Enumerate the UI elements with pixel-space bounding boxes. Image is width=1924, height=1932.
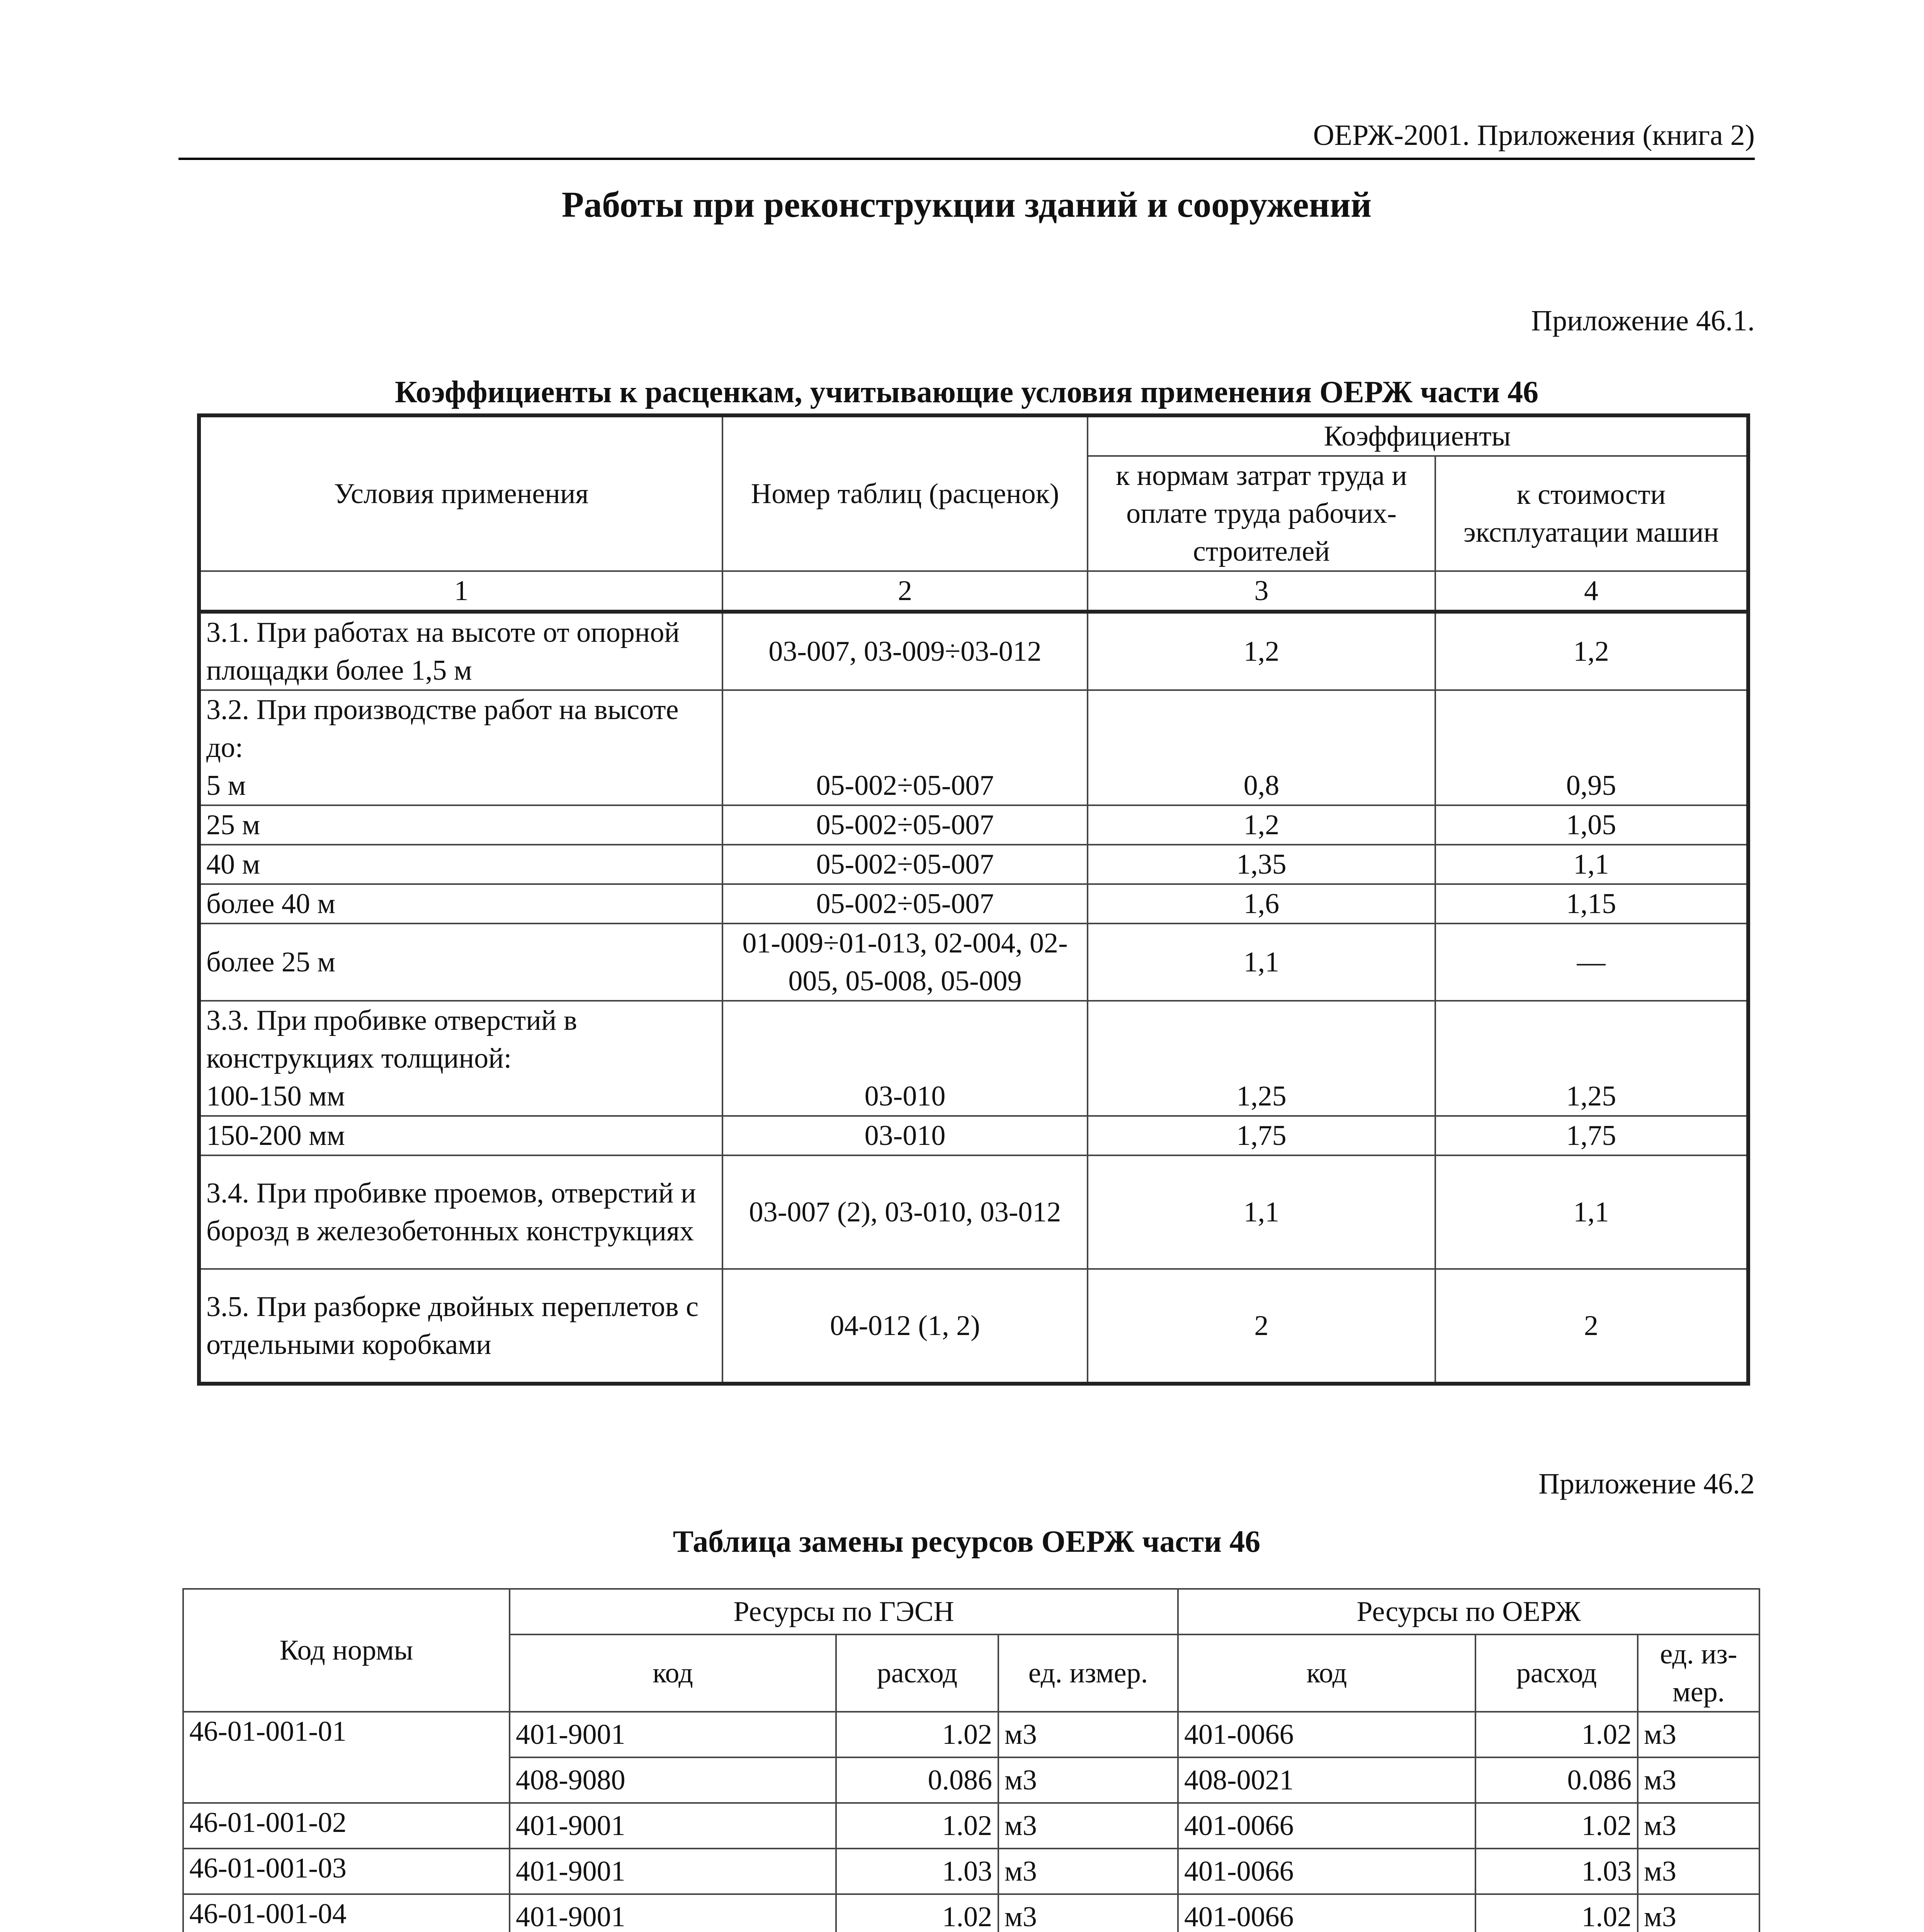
coefficient-row [199,1116,1748,1155]
resource-replacement-table [182,1588,1760,1932]
gesn-code-cell: 401-9001 [510,1712,836,1757]
column-number: 1 [199,571,722,612]
column-number: 2 [722,571,1088,612]
page-title: Работы при реконструкции зданий и сооружений [561,185,1372,225]
header-machines: к стоимости эксплуатации машин [1435,456,1748,571]
labor-coefficient-cell: 1,25 [1088,1001,1435,1116]
labor-coefficient-cell: 0,8 [1088,690,1435,805]
table-numbers-cell: 03-010 [722,1116,1088,1155]
table-numbers-cell: 04-012 (1, 2) [722,1269,1088,1384]
condition-cell: более 40 м [199,884,722,923]
coefficient-row [199,1269,1748,1384]
oerzh-code-cell: 401-0066 [1178,1849,1475,1894]
table-numbers-cell: 05-002÷05-007 [722,690,1088,805]
coefficient-row [199,923,1748,1001]
oerzh-unit-cell: м3 [1638,1803,1759,1849]
table-row [183,1803,1759,1849]
header-table-numbers: Номер таблиц (расценок) [722,415,1088,571]
gesn-unit-cell: м3 [998,1894,1178,1932]
header-oerzh-unit: ед. из-мер. [1638,1634,1759,1712]
machine-coefficient-cell: 0,95 [1435,690,1748,805]
oerzh-consumption-cell: 1.02 [1475,1894,1638,1932]
norm-code-cell: 46-01-001-03 [183,1849,510,1894]
oerzh-consumption-cell: 1.02 [1475,1712,1638,1757]
coefficients-table-caption: Коэффициенты к расценкам, учитывающие условия применения ОЕРЖ части 46 [394,375,1539,409]
table-numbers-cell: 05-002÷05-007 [722,805,1088,845]
gesn-unit-cell: м3 [998,1757,1178,1803]
table-numbers-cell: 01-009÷01-013, 02-004, 02-005, 05-008, 05-009 [722,923,1088,1001]
oerzh-unit-cell: м3 [1638,1849,1759,1894]
condition-cell: 3.5. При разборке двойных переплетов с отдельными коробками [199,1269,722,1384]
appendix-46-1-label: Приложение 46.1. [1531,304,1755,337]
norm-code-cell: 46-01-001-01 [183,1712,510,1803]
condition-cell: 3.2. При производстве работ на высоте до: 5 м [199,690,722,805]
oerzh-unit-cell: м3 [1638,1894,1759,1932]
header-oerzh-code: код [1178,1634,1475,1712]
machine-coefficient-cell: 1,15 [1435,884,1748,923]
gesn-code-cell: 408-9080 [510,1757,836,1803]
gesn-unit-cell: м3 [998,1712,1178,1757]
oerzh-consumption-cell: 1.03 [1475,1849,1638,1894]
machine-coefficient-cell: — [1435,923,1748,1001]
header-conditions: Условия применения [199,415,722,571]
condition-cell: 3.4. При пробивке проемов, отверстий и борозд в железобетонных конструкциях [199,1155,722,1269]
header-norm-code: Код нормы [183,1589,510,1712]
condition-cell: 40 м [199,845,722,884]
header-gesn-resources: Ресурсы по ГЭСН [510,1589,1178,1634]
norm-code-cell: 46-01-001-04 [183,1894,510,1932]
coefficient-row [199,805,1748,845]
labor-coefficient-cell: 1,1 [1088,923,1435,1001]
column-number: 3 [1088,571,1435,612]
labor-coefficient-cell: 1,35 [1088,845,1435,884]
condition-cell: 25 м [199,805,722,845]
machine-coefficient-cell: 1,25 [1435,1001,1748,1116]
table-numbers-cell: 03-010 [722,1001,1088,1116]
column-number: 4 [1435,571,1748,612]
running-header: ОЕРЖ-2001. Приложения (книга 2) [178,116,1755,160]
header-gesn-consumption: расход [836,1634,998,1712]
gesn-consumption-cell: 0.086 [836,1757,998,1803]
labor-coefficient-cell: 1,75 [1088,1116,1435,1155]
table-row [183,1849,1759,1894]
gesn-unit-cell: м3 [998,1803,1178,1849]
oerzh-consumption-cell: 1.02 [1475,1803,1638,1849]
appendix-46-2-label: Приложение 46.2 [1538,1468,1755,1500]
gesn-consumption-cell: 1.02 [836,1894,998,1932]
coefficient-row [199,1001,1748,1116]
labor-coefficient-cell: 1,1 [1088,1155,1435,1269]
header-gesn-code: код [510,1634,836,1712]
machine-coefficient-cell: 1,2 [1435,612,1748,690]
coefficient-row [199,1155,1748,1269]
header-gesn-unit: ед. измер. [998,1634,1178,1712]
coefficients-table [197,413,1750,1386]
gesn-code-cell: 401-9001 [510,1894,836,1932]
labor-coefficient-cell: 1,2 [1088,805,1435,845]
gesn-code-cell: 401-9001 [510,1803,836,1849]
header-oerzh-consumption: расход [1475,1634,1638,1712]
table-row [183,1712,1759,1757]
condition-cell: 150-200 мм [199,1116,722,1155]
coefficient-row [199,690,1748,805]
norm-code-cell: 46-01-001-02 [183,1803,510,1849]
machine-coefficient-cell: 2 [1435,1269,1748,1384]
oerzh-code-cell: 401-0066 [1178,1712,1475,1757]
oerzh-consumption-cell: 0.086 [1475,1757,1638,1803]
oerzh-unit-cell: м3 [1638,1712,1759,1757]
machine-coefficient-cell: 1,1 [1435,1155,1748,1269]
coefficient-row [199,612,1748,690]
labor-coefficient-cell: 1,2 [1088,612,1435,690]
table-numbers-cell: 05-002÷05-007 [722,845,1088,884]
machine-coefficient-cell: 1,05 [1435,805,1748,845]
condition-cell: более 25 м [199,923,722,1001]
machine-coefficient-cell: 1,75 [1435,1116,1748,1155]
oerzh-code-cell: 408-0021 [1178,1757,1475,1803]
gesn-consumption-cell: 1.02 [836,1803,998,1849]
header-labor: к нормам затрат труда и оплате труда рабочих-строителей [1088,456,1435,571]
labor-coefficient-cell: 2 [1088,1269,1435,1384]
condition-cell: 3.1. При работах на высоте от опорной площадки более 1,5 м [199,612,722,690]
coefficient-row [199,845,1748,884]
table-numbers-cell: 03-007 (2), 03-010, 03-012 [722,1155,1088,1269]
table-numbers-cell: 03-007, 03-009÷03-012 [722,612,1088,690]
header-coefficients: Коэффициенты [1088,415,1748,456]
replacement-table-caption: Таблица замены ресурсов ОЕРЖ части 46 [673,1525,1261,1559]
gesn-consumption-cell: 1.02 [836,1712,998,1757]
gesn-consumption-cell: 1.03 [836,1849,998,1894]
labor-coefficient-cell: 1,6 [1088,884,1435,923]
oerzh-code-cell: 401-0066 [1178,1894,1475,1932]
condition-cell: 3.3. При пробивке отверстий в конструкциях толщиной: 100-150 мм [199,1001,722,1116]
table-numbers-cell: 05-002÷05-007 [722,884,1088,923]
gesn-code-cell: 401-9001 [510,1849,836,1894]
header-oerzh-resources: Ресурсы по ОЕРЖ [1178,1589,1759,1634]
oerzh-unit-cell: м3 [1638,1757,1759,1803]
oerzh-code-cell: 401-0066 [1178,1803,1475,1849]
machine-coefficient-cell: 1,1 [1435,845,1748,884]
gesn-unit-cell: м3 [998,1849,1178,1894]
coefficient-row [199,884,1748,923]
table-row [183,1894,1759,1932]
